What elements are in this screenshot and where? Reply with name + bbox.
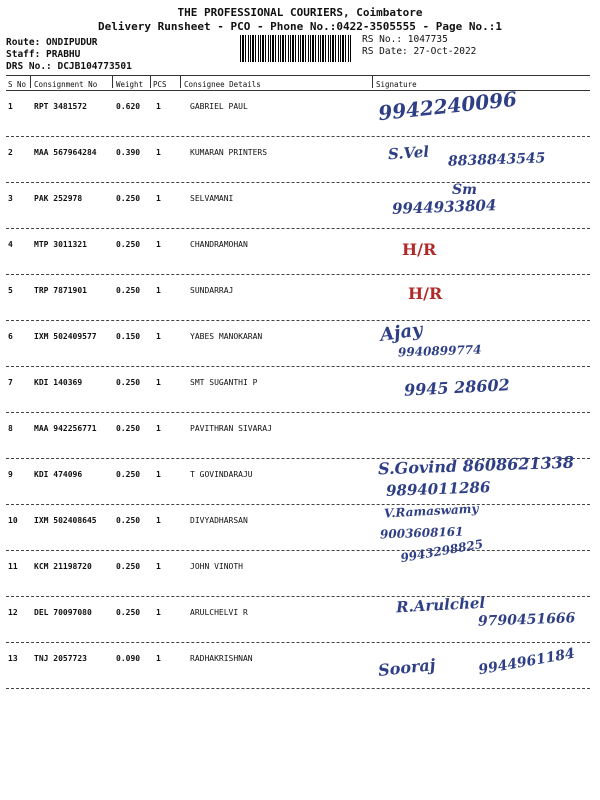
- serial-number: 1: [8, 102, 13, 111]
- handwritten-signature: H/R: [408, 284, 443, 303]
- consignee-name: JOHN VINOTH: [190, 562, 243, 571]
- consignee-name: SELVAMANI: [190, 194, 234, 203]
- table-row: [0, 501, 600, 552]
- weight-value: 0.250: [116, 470, 141, 479]
- serial-number: 3: [8, 194, 13, 203]
- weight-value: 0.250: [116, 608, 141, 617]
- row-separator: [6, 550, 590, 551]
- serial-number: 11: [8, 562, 18, 571]
- handwritten-signature: 9944961184: [477, 645, 577, 679]
- handwritten-signature: H/R: [402, 240, 437, 259]
- column-divider: [30, 76, 31, 88]
- table-row: [0, 230, 600, 276]
- weight-value: 0.620: [116, 102, 141, 111]
- pieces-count: 1: [156, 332, 161, 341]
- consignee-name: PAVITHRAN SIVARAJ: [190, 424, 272, 433]
- consignment-number: MAA 567964284: [34, 148, 97, 157]
- row-separator: [6, 274, 590, 275]
- weight-value: 0.090: [116, 654, 141, 663]
- consignment-number: KCM 21198720: [34, 562, 92, 571]
- weight-value: 0.250: [116, 194, 141, 203]
- consignment-number: TNJ 2057723: [34, 654, 87, 663]
- row-separator: [6, 688, 590, 689]
- pieces-count: 1: [156, 240, 161, 249]
- pieces-count: 1: [156, 194, 161, 203]
- row-separator: [6, 504, 590, 505]
- handwritten-signature: 9944933804: [391, 196, 497, 218]
- pieces-count: 1: [156, 148, 161, 157]
- consignment-number: DEL 70097080: [34, 608, 92, 617]
- handwritten-signature: 9790451666: [477, 610, 576, 630]
- column-divider: [112, 76, 113, 88]
- serial-number: 8: [8, 424, 13, 433]
- table-row: [0, 276, 600, 322]
- col-header-pcs: PCS: [153, 80, 167, 89]
- consignee-name: SUNDARRAJ: [190, 286, 234, 295]
- handwritten-signature: 8838843545: [447, 150, 546, 170]
- table-row: [0, 593, 600, 644]
- table-row: [0, 452, 600, 506]
- barcode-image: [240, 35, 352, 62]
- pieces-count: 1: [156, 102, 161, 111]
- pieces-count: 1: [156, 424, 161, 433]
- row-separator: [6, 596, 590, 597]
- handwritten-signature: 9945 28602: [403, 375, 511, 400]
- col-header-consignee: Consignee Details: [184, 80, 261, 89]
- handwritten-signature: Sm: [452, 182, 477, 198]
- pieces-count: 1: [156, 608, 161, 617]
- pieces-count: 1: [156, 654, 161, 663]
- consignee-name: KUMARAN PRINTERS: [190, 148, 268, 157]
- handwritten-signature: Sooraj: [377, 655, 437, 680]
- runsheet-subtitle: Delivery Runsheet - PCO - Phone No.:0422-3505555 - Page No.:1: [98, 20, 502, 33]
- route-label: Route: ONDIPUDUR: [6, 37, 98, 48]
- table-row: [0, 184, 600, 230]
- consignment-number: KDI 140369: [34, 378, 83, 387]
- handwritten-signature: 9894011286: [385, 478, 491, 500]
- pieces-count: 1: [156, 470, 161, 479]
- pieces-count: 1: [156, 378, 161, 387]
- serial-number: 4: [8, 240, 13, 249]
- handwritten-signature: S.Vel: [387, 142, 430, 164]
- column-divider: [180, 76, 181, 88]
- consignment-number: IXM 502409577: [34, 332, 97, 341]
- row-separator: [6, 366, 590, 367]
- consignee-name: T GOVINDARAJU: [190, 470, 253, 479]
- serial-number: 2: [8, 148, 13, 157]
- weight-value: 0.250: [116, 424, 141, 433]
- pieces-count: 1: [156, 516, 161, 525]
- handwritten-signature: R.Arulchel: [395, 593, 486, 617]
- header-top-rule: [6, 75, 590, 76]
- consignment-number: RPT 3481572: [34, 102, 87, 111]
- consignee-name: YABES MANOKARAN: [190, 332, 263, 341]
- consignment-number: KDI 474096: [34, 470, 83, 479]
- table-row: [0, 86, 600, 138]
- serial-number: 6: [8, 332, 13, 341]
- consignee-name: ARULCHELVI R: [190, 608, 248, 617]
- handwritten-signature: 9003608161: [379, 524, 464, 542]
- drs-number: DRS No.: DCJB104773501: [6, 61, 132, 72]
- handwritten-signature: 9943298825: [399, 536, 485, 566]
- weight-value: 0.250: [116, 240, 141, 249]
- consignee-name: SMT SUGANTHI P: [190, 378, 258, 387]
- table-row: [0, 536, 600, 598]
- consignment-number: MTP 3011321: [34, 240, 87, 249]
- rs-date: RS Date: 27-Oct-2022: [362, 46, 477, 57]
- row-separator: [6, 136, 590, 137]
- consignee-name: CHANDRAMOHAN: [190, 240, 248, 249]
- table-row: [0, 319, 600, 368]
- table-row: [0, 368, 600, 414]
- page-title: THE PROFESSIONAL COURIERS, Coimbatore: [177, 6, 423, 19]
- handwritten-signature: Ajay: [378, 319, 424, 346]
- weight-value: 0.250: [116, 286, 141, 295]
- serial-number: 12: [8, 608, 18, 617]
- consignee-name: RADHAKRISHNAN: [190, 654, 253, 663]
- weight-value: 0.150: [116, 332, 141, 341]
- serial-number: 5: [8, 286, 13, 295]
- table-row: [0, 644, 600, 690]
- row-separator: [6, 182, 590, 183]
- weight-value: 0.250: [116, 562, 141, 571]
- weight-value: 0.390: [116, 148, 141, 157]
- serial-number: 13: [8, 654, 18, 663]
- consignment-number: MAA 942256771: [34, 424, 97, 433]
- consignee-name: GABRIEL PAUL: [190, 102, 248, 111]
- staff-label: Staff: PRABHU: [6, 49, 81, 60]
- weight-value: 0.250: [116, 516, 141, 525]
- pieces-count: 1: [156, 562, 161, 571]
- consignment-number: TRP 7871901: [34, 286, 87, 295]
- table-row: [0, 414, 600, 460]
- row-separator: [6, 412, 590, 413]
- handwritten-signature: V.Ramaswamy: [383, 501, 479, 521]
- handwritten-signature: S.Govind 8608621338: [377, 452, 575, 479]
- rs-number: RS No.: 1047735: [362, 34, 448, 45]
- col-header-consignment: Consignment No: [34, 80, 98, 89]
- serial-number: 7: [8, 378, 13, 387]
- handwritten-signature: 9940899774: [397, 342, 482, 360]
- consignment-number: IXM 502408645: [34, 516, 97, 525]
- row-separator: [6, 320, 590, 321]
- row-separator: [6, 228, 590, 229]
- weight-value: 0.250: [116, 378, 141, 387]
- consignment-number: PAK 252978: [34, 194, 83, 203]
- handwritten-signature: 9942240096: [377, 86, 519, 126]
- col-header-sno: S No: [8, 80, 27, 89]
- consignee-name: DIVYADHARSAN: [190, 516, 248, 525]
- col-header-signature: Signature: [376, 80, 417, 89]
- column-divider: [150, 76, 151, 88]
- serial-number: 10: [8, 516, 18, 525]
- row-separator: [6, 642, 590, 643]
- column-divider: [372, 76, 373, 88]
- col-header-weight: Weight: [116, 80, 144, 89]
- serial-number: 9: [8, 470, 13, 479]
- pieces-count: 1: [156, 286, 161, 295]
- table-row: [0, 138, 600, 184]
